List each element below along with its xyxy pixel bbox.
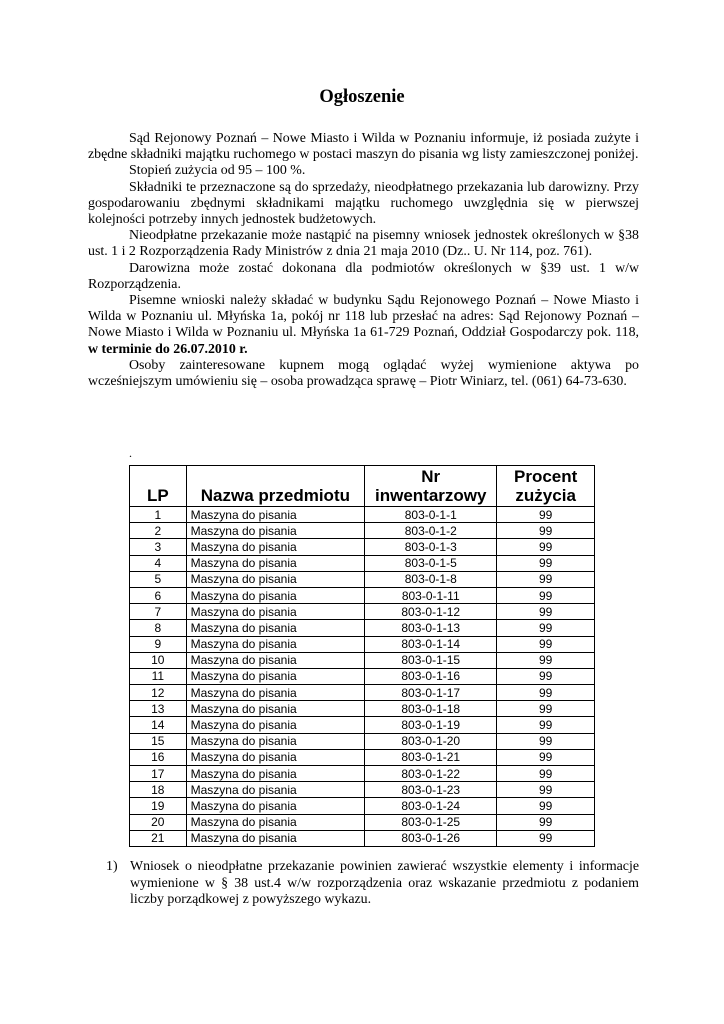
cell-inventory-number: 803-0-1-18 [365,701,497,717]
cell-wear-percent: 99 [497,798,595,814]
cell-wear-percent: 99 [497,830,595,846]
paragraph-contact: Osoby zainteresowane kupnem mogą oglądać wyżej wymienione aktywa po wcześniejszym umówieniu się – osoba prowadząca sprawę – Piotr Winiarz, tel. (061) 64-73-630. [88,357,639,390]
cell-name: Maszyna do pisania [186,539,365,555]
cell-inventory-number: 803-0-1-14 [365,636,497,652]
cell-wear-percent: 99 [497,636,595,652]
table-body [130,507,595,847]
cell-name: Maszyna do pisania [186,717,365,733]
cell-name: Maszyna do pisania [186,604,365,620]
cell-name: Maszyna do pisania [186,733,365,749]
cell-wear-percent: 99 [497,814,595,830]
table-row [130,555,595,571]
cell-wear-percent: 99 [497,587,595,603]
table-row [130,733,595,749]
cell-wear-percent: 99 [497,766,595,782]
cell-lp: 5 [130,571,187,587]
cell-inventory-number: 803-0-1-24 [365,798,497,814]
submission-deadline: w terminie do 26.07.2010 r. [88,341,248,357]
cell-wear-percent: 99 [497,685,595,701]
cell-lp: 20 [130,814,187,830]
table-row [130,636,595,652]
cell-lp: 4 [130,555,187,571]
cell-lp: 1 [130,507,187,523]
cell-inventory-number: 803-0-1-22 [365,766,497,782]
cell-name: Maszyna do pisania [186,798,365,814]
paragraph-intro: Sąd Rejonowy Poznań – Nowe Miasto i Wilda w Poznaniu informuje, iż posiada zużyte i zbędne składniki majątku ruchomego w postaci maszyn do pisania wg listy zamieszczonej poniżej. [88,131,639,163]
cell-lp: 8 [130,620,187,636]
cell-lp: 3 [130,539,187,555]
table-row [130,620,595,636]
paragraph-purpose: Składniki te przeznaczone są do sprzedaży, nieodpłatnego przekazania lub darowizny. Przy gospodarowaniu zbędnymi składnikami majątku ruchomego uwzględnia się w pierwszej kolejności potrzeby innych jednostek budżetowych. [88,179,639,228]
cell-lp: 6 [130,587,187,603]
table-row [130,571,595,587]
cell-inventory-number: 803-0-1-1 [365,507,497,523]
table-row [130,782,595,798]
header-inventory-number [365,466,497,507]
cell-lp: 9 [130,636,187,652]
cell-name: Maszyna do pisania [186,685,365,701]
cell-lp: 19 [130,798,187,814]
cell-name: Maszyna do pisania [186,766,365,782]
header-pct-line1: Procent [514,467,578,486]
table-row [130,668,595,684]
table-row [130,507,595,523]
cell-inventory-number: 803-0-1-3 [365,539,497,555]
cell-inventory-number: 803-0-1-12 [365,604,497,620]
cell-lp: 18 [130,782,187,798]
table-row [130,798,595,814]
cell-wear-percent: 99 [497,652,595,668]
cell-name: Maszyna do pisania [186,555,365,571]
cell-lp: 15 [130,733,187,749]
cell-wear-percent: 99 [497,749,595,765]
cell-lp: 14 [130,717,187,733]
header-name: Nazwa przedmiotu [186,466,365,507]
table-row [130,652,595,668]
cell-name: Maszyna do pisania [186,814,365,830]
paragraph-free-transfer: Nieodpłatne przekazanie może nastąpić na pisemny wniosek jednostek określonych w §38 ust. 1 i 2 Rozporządzenia Rady Ministrów z dnia 21 maja 2010 (Dz.. U. Nr 114, poz. 761). [88,228,639,260]
cell-wear-percent: 99 [497,539,595,555]
table-row [130,749,595,765]
header-wear-percent [497,466,595,507]
cell-inventory-number: 803-0-1-15 [365,652,497,668]
cell-wear-percent: 99 [497,604,595,620]
cell-name: Maszyna do pisania [186,523,365,539]
cell-name: Maszyna do pisania [186,749,365,765]
note-number: 1) [106,859,118,874]
cell-lp: 16 [130,749,187,765]
cell-inventory-number: 803-0-1-13 [365,620,497,636]
cell-lp: 17 [130,766,187,782]
cell-inventory-number: 803-0-1-19 [365,717,497,733]
page-title: Ogłoszenie [319,87,405,107]
header-nr-line1: Nr [421,467,441,486]
header-nr-line2: inwentarzowy [375,486,487,505]
cell-inventory-number: 803-0-1-20 [365,733,497,749]
cell-wear-percent: 99 [497,571,595,587]
table-row [130,830,595,846]
cell-name: Maszyna do pisania [186,587,365,603]
cell-wear-percent: 99 [497,523,595,539]
cell-name: Maszyna do pisania [186,571,365,587]
paragraph-submission [88,293,639,358]
paragraph-donation: Darowizna może zostać dokonana dla podmiotów określonych w §39 ust. 1 w/w Rozporządzenia. [88,260,639,292]
submission-text: Pisemne wnioski należy składać w budynku Sądu Rejonowego Poznań – Nowe Miasto i Wilda w Poznaniu ul. Młyńska 1a, pokój nr 118 lub przesłać na adres: Sąd Rejonowy Poznań – Nowe Miasto i Wilda w Poznaniu ul. Młyńska 1a 61-729 Poznań, Oddział Gospodarczy pok. 118, [88,293,639,341]
cell-wear-percent: 99 [497,620,595,636]
cell-wear-percent: 99 [497,507,595,523]
cell-wear-percent: 99 [497,701,595,717]
cell-wear-percent: 99 [497,733,595,749]
cell-name: Maszyna do pisania [186,782,365,798]
cell-wear-percent: 99 [497,668,595,684]
table-row [130,814,595,830]
table-row [130,766,595,782]
cell-inventory-number: 803-0-1-8 [365,571,497,587]
note-text: Wniosek o nieodpłatne przekazanie powinien zawierać wszystkie elementy i informacje wymienione w § 38 ust.4 w/w rozporządzenia oraz wskazanie przedmiotu z podaniem liczby porządkowej z powyższego wykazu. [130,859,639,908]
cell-inventory-number: 803-0-1-26 [365,830,497,846]
cell-name: Maszyna do pisania [186,830,365,846]
cell-name: Maszyna do pisania [186,668,365,684]
table-row [130,701,595,717]
cell-lp: 2 [130,523,187,539]
cell-name: Maszyna do pisania [186,652,365,668]
cell-wear-percent: 99 [497,555,595,571]
cell-inventory-number: 803-0-1-23 [365,782,497,798]
cell-name: Maszyna do pisania [186,701,365,717]
items-table [129,465,595,847]
table-row [130,539,595,555]
table-marker: . [129,446,132,460]
note-1 [106,859,639,909]
table-row [130,717,595,733]
header-pct-line2: zużycia [515,486,576,505]
table-header-row [130,466,595,507]
cell-lp: 21 [130,830,187,846]
table-row [130,604,595,620]
cell-inventory-number: 803-0-1-21 [365,749,497,765]
cell-lp: 13 [130,701,187,717]
header-lp: LP [130,466,187,507]
cell-lp: 10 [130,652,187,668]
cell-inventory-number: 803-0-1-2 [365,523,497,539]
table-row [130,523,595,539]
cell-wear-percent: 99 [497,717,595,733]
cell-lp: 12 [130,685,187,701]
cell-lp: 7 [130,604,187,620]
cell-inventory-number: 803-0-1-5 [365,555,497,571]
cell-inventory-number: 803-0-1-11 [365,587,497,603]
announcement-body [88,131,639,390]
cell-lp: 11 [130,668,187,684]
cell-inventory-number: 803-0-1-17 [365,685,497,701]
table-row [130,587,595,603]
paragraph-wear-level: Stopień zużycia od 95 – 100 %. [129,163,306,179]
cell-name: Maszyna do pisania [186,636,365,652]
cell-wear-percent: 99 [497,782,595,798]
cell-inventory-number: 803-0-1-25 [365,814,497,830]
cell-name: Maszyna do pisania [186,507,365,523]
cell-name: Maszyna do pisania [186,620,365,636]
cell-inventory-number: 803-0-1-16 [365,668,497,684]
table-row [130,685,595,701]
